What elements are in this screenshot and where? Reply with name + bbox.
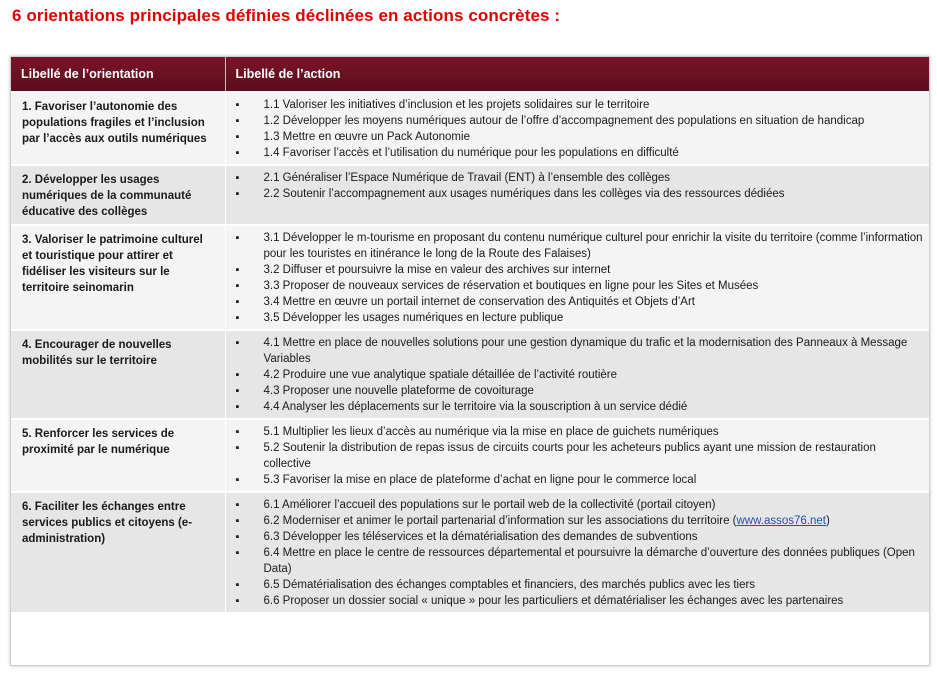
table-row — [11, 492, 929, 612]
orientations-table — [11, 57, 929, 612]
action-list — [236, 335, 924, 415]
orientation-label: 5. Renforcer les services de proximité par le numérique — [11, 419, 225, 492]
orientation-label: 1. Favoriser l’autonomie des populations fragiles et l’inclusion par l’accès aux outils numériques — [11, 92, 225, 165]
action-item: ▪ 3.1 Développer le m-tourisme en proposant du contenu numérique culturel pour enrichir la visite du territoire (comme l’information pour les touristes en itinérance le long de la Route des Falaises) — [236, 230, 924, 262]
action-item: ▪ 3.5 Développer les usages numériques en lecture publique — [236, 310, 924, 326]
action-list — [236, 170, 924, 202]
page-title: 6 orientations principales définies déclinées en actions concrètes : — [12, 6, 561, 25]
orientation-label: 4. Encourager de nouvelles mobilités sur le territoire — [11, 330, 225, 419]
table-row — [11, 330, 929, 419]
actions-cell — [225, 92, 929, 165]
action-item: ▪ 6.5 Dématérialisation des échanges comptables et financiers, des marchés publics avec les tiers — [236, 577, 924, 593]
table-row — [11, 165, 929, 225]
action-item: ▪ 5.1 Multiplier les lieux d’accès au numérique via la mise en place de guichets numériques — [236, 424, 924, 440]
action-item: ▪ 4.1 Mettre en place de nouvelles solutions pour une gestion dynamique du trafic et la modernisation des Panneaux à Message Variables — [236, 335, 924, 367]
action-list — [236, 497, 924, 609]
action-list — [236, 424, 924, 488]
action-item: ▪ 1.2 Développer les moyens numériques autour de l’offre d’accompagnement des populations en situation de handicap — [236, 113, 924, 129]
action-item: ▪ 6.6 Proposer un dossier social « unique » pour les particuliers et dématérialiser les échanges avec les partenaires — [236, 593, 924, 609]
action-item: ▪ 3.2 Diffuser et poursuivre la mise en valeur des archives sur internet — [236, 262, 924, 278]
table-row — [11, 225, 929, 330]
action-item: ▪ 2.2 Soutenir l’accompagnement aux usages numériques dans les collèges via des ressources dédiées — [236, 186, 924, 202]
action-item: ▪ 5.2 Soutenir la distribution de repas issus de circuits courts pour les acheteurs publics ayant une mission de restauration collective — [236, 440, 924, 472]
action-item: ▪ 5.3 Favoriser la mise en place de plateforme d’achat en ligne pour le commerce local — [236, 472, 924, 488]
action-item: ▪ 6.1 Améliorer l’accueil des populations sur le portail web de la collectivité (portail citoyen) — [236, 497, 924, 513]
orientation-label: 6. Faciliter les échanges entre services publics et citoyens (e-administration) — [11, 492, 225, 612]
action-item: ▪ 1.3 Mettre en œuvre un Pack Autonomie — [236, 129, 924, 145]
orientations-table-container — [10, 56, 930, 666]
action-item: ▪ 4.2 Produire une vue analytique spatiale détaillée de l’activité routière — [236, 367, 924, 383]
action-item: ▪ 4.3 Proposer une nouvelle plateforme de covoiturage — [236, 383, 924, 399]
action-item — [236, 513, 924, 529]
action-item: ▪ 2.1 Généraliser l’Espace Numérique de Travail (ENT) à l’ensemble des collèges — [236, 170, 924, 186]
actions-cell — [225, 330, 929, 419]
action-item: ▪ 1.4 Favoriser l’accès et l’utilisation du numérique pour les populations en difficulté — [236, 145, 924, 161]
action-item: ▪ 6.4 Mettre en place le centre de ressources départemental et poursuivre la démarche d’ouverture des données publiques (Open Data) — [236, 545, 924, 577]
assos76-link[interactable]: www.assos76.net — [736, 515, 826, 527]
action-list — [236, 97, 924, 161]
actions-cell — [225, 165, 929, 225]
action-item: ▪ 3.3 Proposer de nouveaux services de réservation et boutiques en ligne pour les Sites et Musées — [236, 278, 924, 294]
table-row — [11, 419, 929, 492]
actions-cell — [225, 492, 929, 612]
header-orientation: Libellé de l’orientation — [11, 57, 225, 92]
action-text-suffix: ) — [826, 515, 830, 527]
table-row — [11, 92, 929, 165]
orientation-label: 2. Développer les usages numériques de la communauté éducative des collèges — [11, 165, 225, 225]
action-item: ▪ 3.4 Mettre en œuvre un portail internet de conservation des Antiquités et Objets d’Art — [236, 294, 924, 310]
header-action: Libellé de l’action — [225, 57, 929, 92]
action-item: ▪ 4.4 Analyser les déplacements sur le territoire via la souscription à un service dédié — [236, 399, 924, 415]
action-list — [236, 230, 924, 326]
actions-cell — [225, 225, 929, 330]
orientation-label: 3. Valoriser le patrimoine culturel et touristique pour attirer et fidéliser les visiteurs sur le territoire seinomarin — [11, 225, 225, 330]
action-item: ▪ 6.3 Développer les téléservices et la dématérialisation des demandes de subventions — [236, 529, 924, 545]
actions-cell — [225, 419, 929, 492]
action-text: 6.2 Moderniser et animer le portail partenarial d’information sur les associations du territoire ( — [263, 515, 737, 527]
table-header-row — [11, 57, 929, 92]
action-item: ▪ 1.1 Valoriser les initiatives d’inclusion et les projets solidaires sur le territoire — [236, 97, 924, 113]
